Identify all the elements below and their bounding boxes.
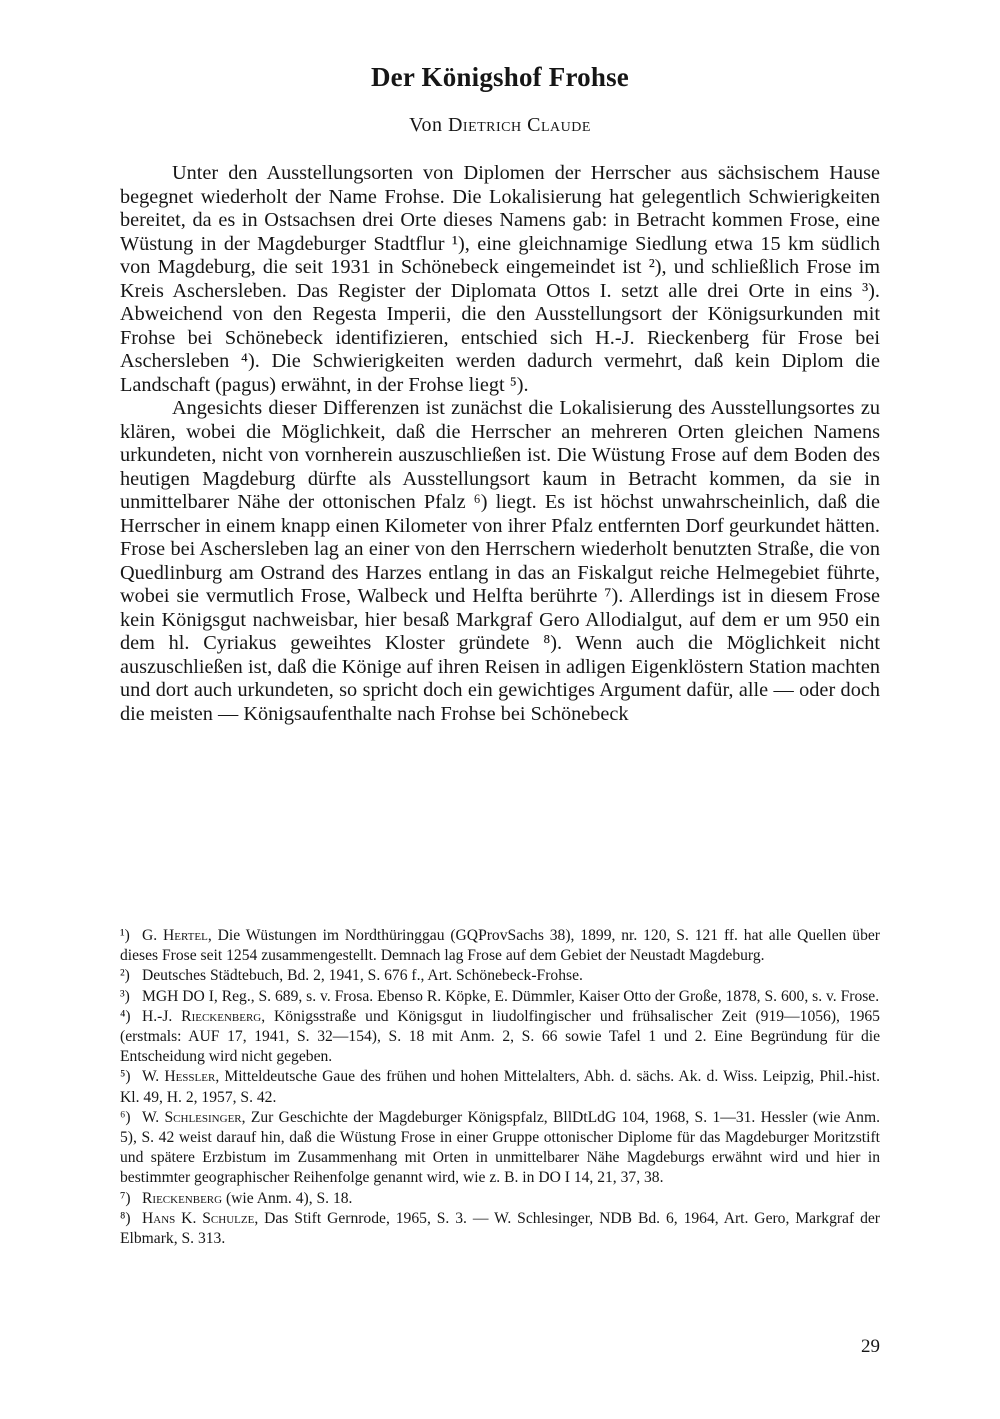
- footnote-6: [120, 1108, 880, 1189]
- footnote-marker: ⁵): [120, 1068, 131, 1086]
- footnote-2: [120, 966, 880, 986]
- footnote-3: [120, 987, 880, 1007]
- footnote-marker: ⁷): [120, 1189, 131, 1207]
- footnote-1: [120, 926, 880, 966]
- footnotes: [120, 926, 880, 1249]
- page: [120, 0, 880, 1419]
- footnote-text: , Zur Geschichte der Magdeburger Königspfalz, BllDtLdG 104, 1968, S. 1—31. Hessler (wie Anm. 5), S. 42 weist darauf hin, daß die Wüstung Frose in einer Gruppe ottonischer Diplome für das Magdeburger Moritzstift und spätere Erzbistum im Zusammenhang mit Orten in unmittelbarer Nähe Magdeburgs erwähnt wird und hier in bestimmter geographischer Reihenfolge genannt wird, wie z. B. in DO I 14, 21, 37, 38.: [120, 1108, 880, 1187]
- footnote-8: [120, 1209, 880, 1249]
- footnote-marker: ³): [120, 987, 130, 1005]
- footnote-author: Hans K. Schulze: [142, 1209, 255, 1227]
- footnote-author: W. Hessler: [142, 1068, 216, 1086]
- footnote-text: (wie Anm. 4), S. 18.: [222, 1189, 353, 1207]
- footnote-author: G. Hertel: [142, 927, 208, 944]
- footnote-7: [120, 1189, 880, 1209]
- footnote-marker: ²): [120, 967, 130, 985]
- footnote-marker: ¹): [120, 927, 130, 944]
- footnote-author: Rieckenberg: [142, 1189, 223, 1207]
- footnote-text: MGH DO I, Reg., S. 689, s. v. Frosa. Ebenso R. Köpke, E. Dümmler, Kaiser Otto der Große, 1878, S. 600, s. v. Frose.: [142, 987, 880, 1005]
- body-paragraph-2: Angesichts dieser Differenzen ist zunächst die Lokalisierung des Ausstellungsortes zu klären, wobei die Möglichkeit, daß die Herrscher an mehreren Orten gleichen Namens urkundeten, nicht von vornherein auszuschließen ist. Die Wüstung Frose auf dem Boden des heutigen Magdeburg dürfte als Ausstellungsort kaum in Betracht kommen, da sie in unmittelbarer Nähe der ottonischen Pfalz ⁶) liegt. Es ist höchst unwahrscheinlich, daß die Herrscher in einem knapp einen Kilometer von ihrer Pfalz entfernten Dorf geurkundet hätten. Frose bei Aschersleben lag an einer von den Herrschern wiederholt benutzten Straße, die von Quedlinburg am Ostrand des Harzes entlang in das an Fiskalgut reiche Helmegebiet führte, wobei sie vermutlich Frose, Walbeck und Helfta berührte ⁷). Allerdings ist in diesem Frose kein Königsgut nachweisbar, hier besaß Markgraf Gero Allodialgut, auf dem er um 950 ein dem hl. Cyriakus geweihtes Kloster gründete ⁸). Wenn auch die Möglichkeit nicht auszuschließen ist, daß die Könige auf ihren Reisen in adligen Eigenklöstern Station machten und dort auch urkundeten, so spricht doch ein gewichtiges Argument dafür, alle — oder doch die meisten — Königsaufenthalte nach Frohse bei Schönebeck: [120, 397, 880, 725]
- footnote-text: , Die Wüstungen im Nordthüringgau (GQProvSachs 38), 1899, nr. 120, S. 121 ff. hat alle Quellen über dieses Frose seit 1254 zusammengestellt. Demnach lag Frose auf dem Gebiet der Neustadt Magdeburg.: [120, 927, 881, 965]
- article-title: Der Königshof Frohse: [370, 62, 629, 92]
- author-prefix: Von: [409, 114, 448, 136]
- footnote-author: W. Schlesinger: [142, 1108, 242, 1126]
- footnote-marker: ⁶): [120, 1108, 131, 1126]
- footnote-4: [120, 1007, 880, 1068]
- author-name: Dietrich Claude: [447, 114, 591, 136]
- footnote-text: Deutsches Städtebuch, Bd. 2, 1941, S. 676 f., Art. Schönebeck-Frohse.: [142, 967, 583, 985]
- article-body: [120, 162, 880, 726]
- article-author: [120, 114, 880, 137]
- footnote-text: , Das Stift Gernrode, 1965, S. 3. — W. Schlesinger, NDB Bd. 6, 1964, Art. Gero, Markgraf der Elbmark, S. 313.: [120, 1209, 880, 1248]
- footnote-text: , Königsstraße und Königsgut in liudolfingischer und frühsalischer Zeit (919—1056), 1965 (erstmals: AUF 17, 1941, S. 32—154), S. 18 mit Anm. 2, S. 66 sowie Tafel 1 und 2. Eine Begründung für die Entscheidung wird nicht gegeben.: [120, 1007, 880, 1066]
- footnote-5: [120, 1067, 880, 1107]
- footnote-marker: ⁴): [120, 1007, 131, 1025]
- body-paragraph-1: Unter den Ausstellungsorten von Diplomen der Herrscher aus sächsischem Hause begegnet wiederholt der Name Frohse. Die Lokalisierung hat gelegentlich Schwierigkeiten bereitet, da es in Ostsachsen drei Orte dieses Namens gab: in Betracht kommen Frose, eine Wüstung in der Magdeburger Stadtflur ¹), eine gleichnamige Siedlung etwa 15 km südlich von Magdeburg, die seit 1931 in Schönebeck eingemeindet ist ²), und schließlich Frose im Kreis Aschersleben. Das Register der Diplomata Ottos I. setzt alle drei Orte in eins ³). Abweichend von den Regesta Imperii, die den Ausstellungsort der Königsurkunden mit Frohse bei Schönebeck identifizieren, entschied sich H.-J. Rieckenberg für Frose bei Aschersleben ⁴). Die Schwierigkeiten werden dadurch vermehrt, daß kein Diplom die Landschaft (pagus) erwähnt, in der Frohse liegt ⁵).: [120, 162, 880, 396]
- page-number: 29: [861, 1336, 880, 1357]
- footnote-author: H.-J. Rieckenberg: [142, 1007, 262, 1025]
- footnote-marker: ⁸): [120, 1209, 131, 1227]
- footnote-text: , Mitteldeutsche Gaue des frühen und hohen Mittelalters, Abh. d. sächs. Ak. d. Wiss. Leipzig, Phil.-hist. Kl. 49, H. 2, 1957, S. 42.: [120, 1068, 880, 1106]
